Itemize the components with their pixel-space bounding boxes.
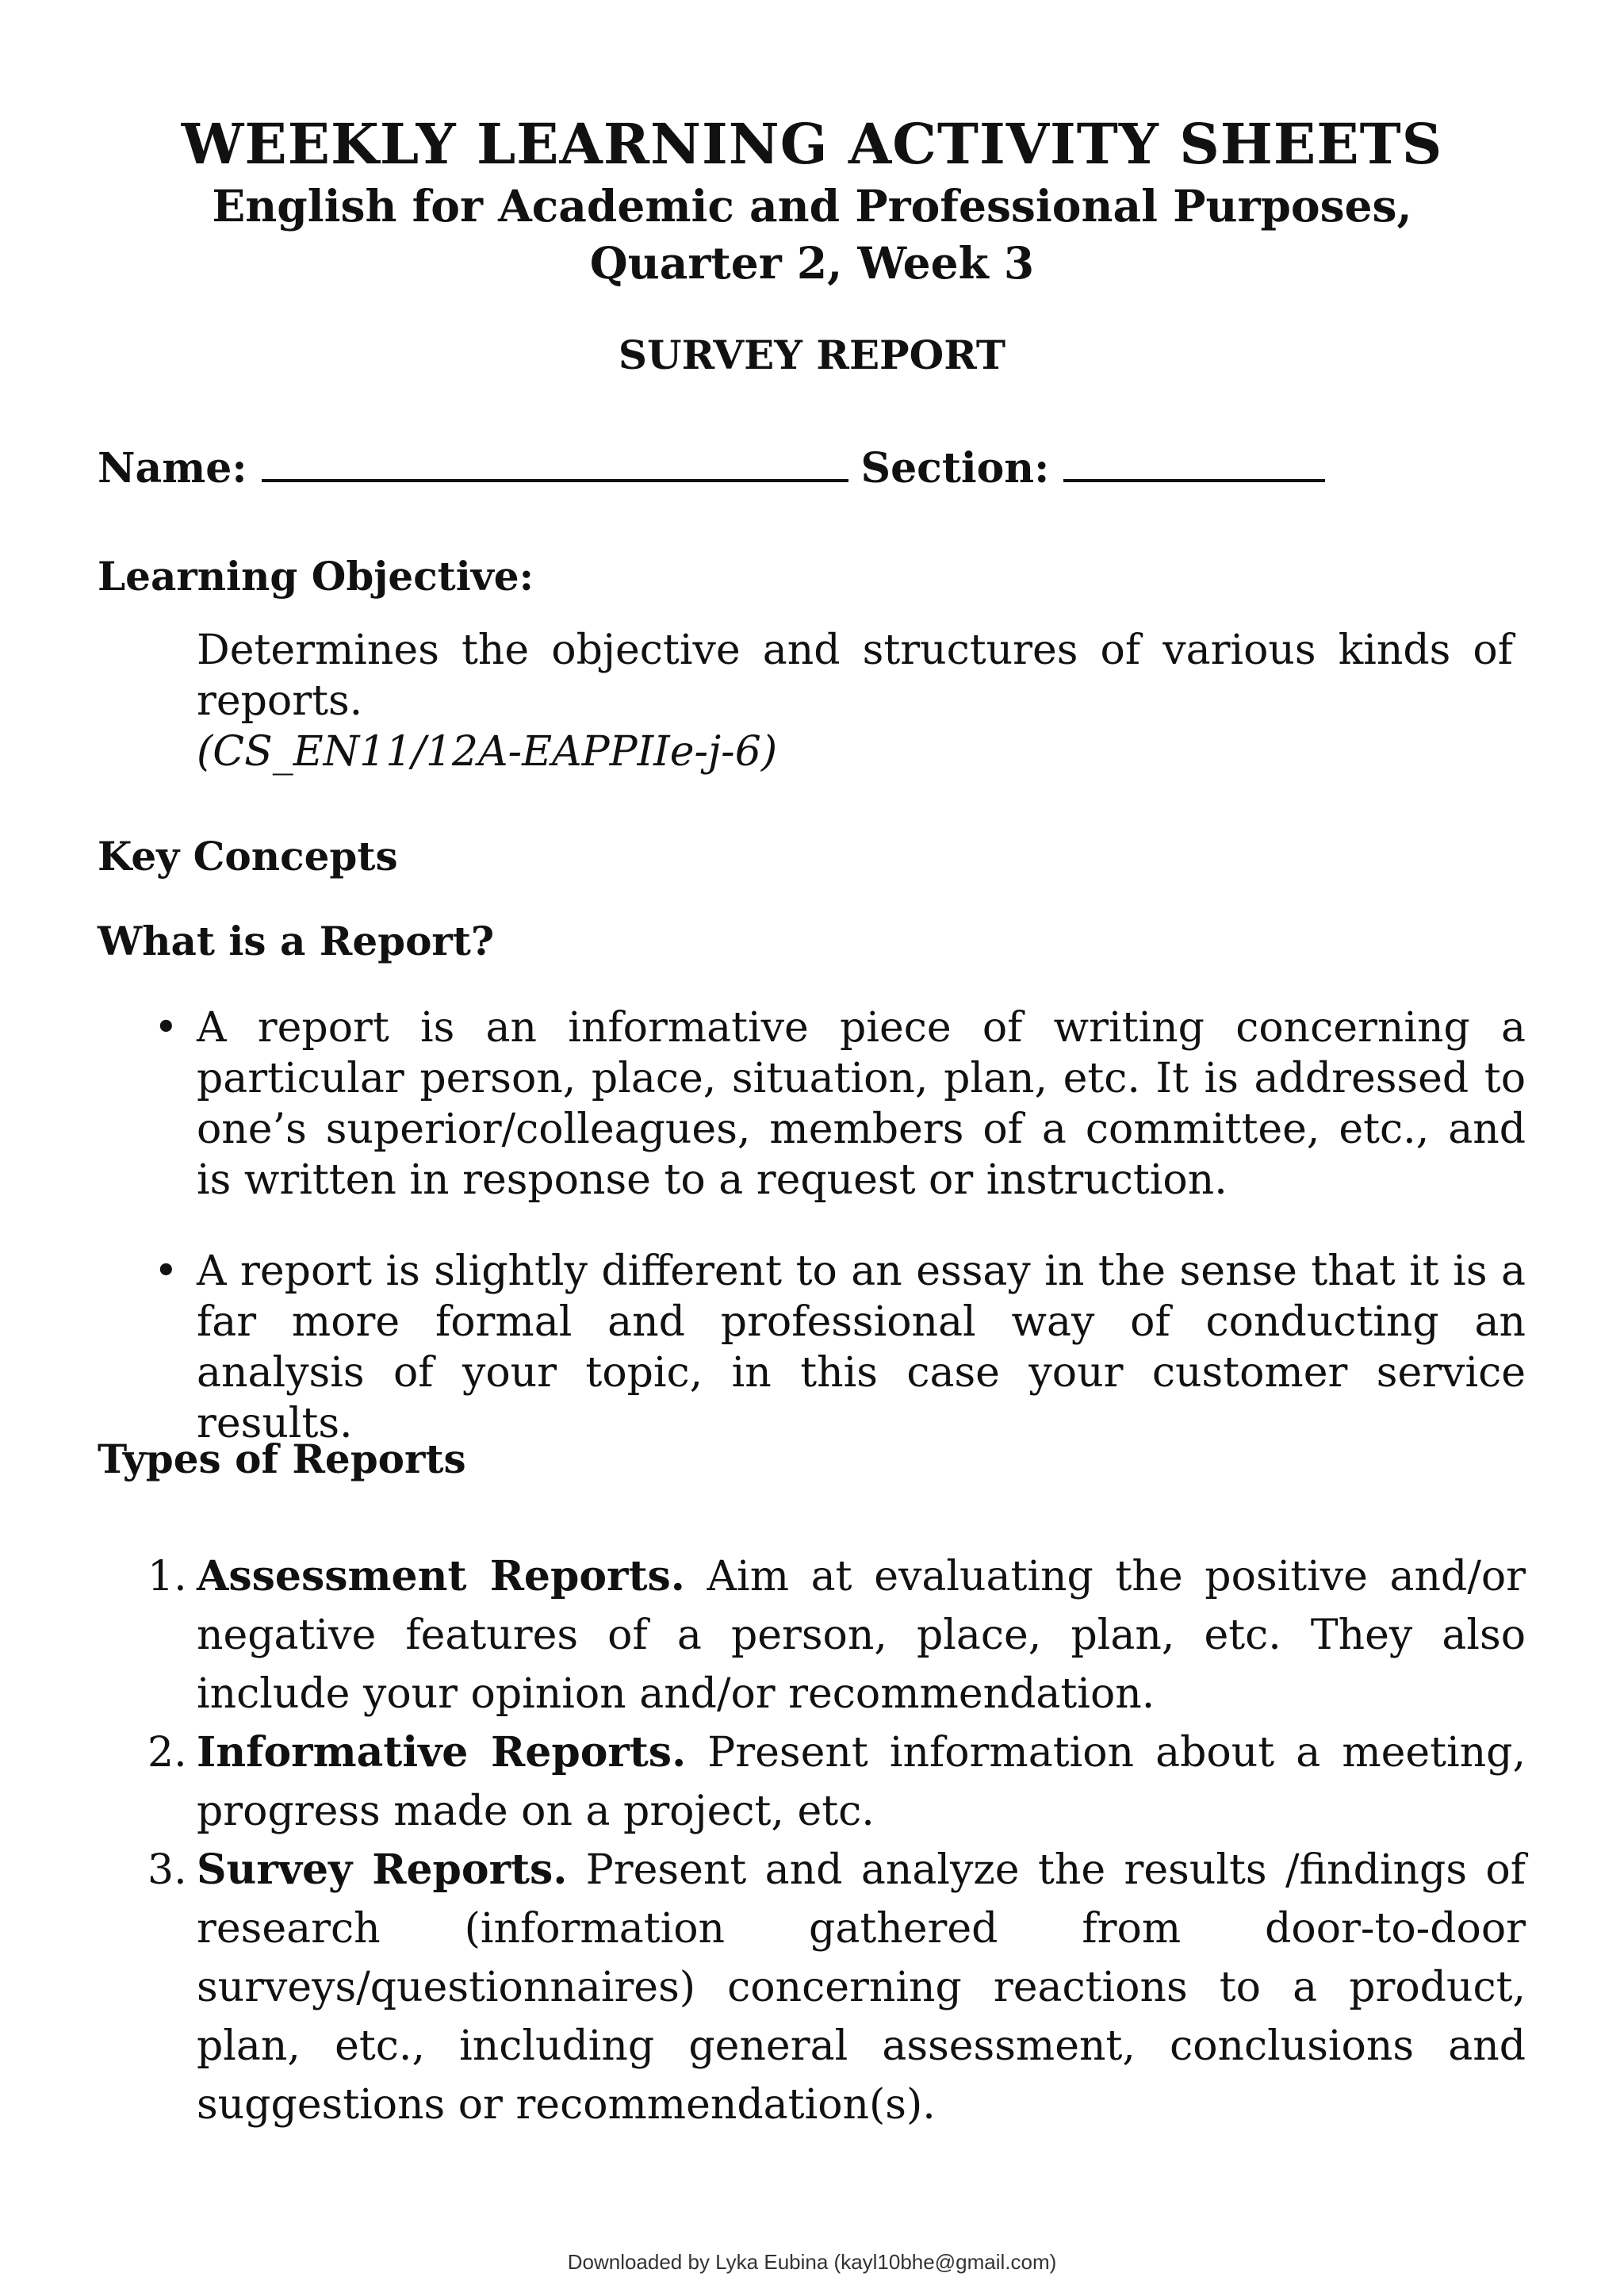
bullet-item (154, 1002, 1526, 1205)
document-subtitle-line1: English for Academic and Professional Purposes, (212, 180, 1412, 232)
document-header (0, 111, 1624, 292)
list-item-term: Informative Reports. (197, 1728, 687, 1777)
list-number: 1. (147, 1553, 187, 1600)
section-blank-field[interactable] (1063, 439, 1325, 482)
list-item (147, 1841, 1526, 2134)
bullet-text: A report is an informative piece of writing concerning a particular person, place, situation, plan, etc. It is addressed to one’s superior/colleagues, members of a committee, etc., and is written in response to a request or instruction. (197, 1004, 1526, 1204)
learning-objective-body (197, 625, 1513, 777)
bullet-icon: • (154, 1248, 178, 1295)
download-footer: Downloaded by Lyka Eubina (kayl10bhe@gmail.com) (567, 2250, 1057, 2274)
document-subtitle-line2: Quarter 2, Week 3 (589, 237, 1035, 289)
bullet-item (154, 1246, 1526, 1449)
list-item-text: Aim at evaluating the positive and/or negative features of a person, place, plan, etc. They also include your opinion and/or recommendation. (197, 1553, 1526, 1718)
what-is-report-heading: What is a Report? (98, 918, 495, 964)
list-item-term: Assessment Reports. (197, 1552, 685, 1600)
list-item-term: Survey Reports. (197, 1846, 568, 1894)
name-label: Name: (98, 444, 247, 493)
list-item (147, 1547, 1526, 1723)
list-number: 2. (147, 1729, 187, 1777)
list-item (147, 1723, 1526, 1841)
list-number: 3. (147, 1846, 187, 1894)
competency-code: (CS_EN11/12A-EAPPIIe-j-6) (197, 728, 778, 776)
learning-objective-text: Determines the objective and structures of various kinds of reports. (197, 627, 1513, 725)
bullet-icon: • (154, 1004, 178, 1052)
types-of-reports-heading: Types of Reports (98, 1435, 466, 1482)
learning-objective-heading: Learning Objective: (98, 553, 534, 600)
section-label: Section: (860, 444, 1050, 493)
list-item-text: Present information about a meeting, progress made on a project, etc. (197, 1729, 1526, 1835)
bullet-text: A report is slightly different to an essay in the sense that it is a far more formal and professional way of conducting an analysis of your topic, in this case your customer service results. (197, 1248, 1526, 1447)
name-section-row (98, 439, 1338, 494)
name-blank-field[interactable] (262, 439, 848, 482)
document-title: WEEKLY LEARNING ACTIVITY SHEETS (181, 111, 1443, 177)
report-title: SURVEY REPORT (618, 332, 1006, 378)
key-concepts-heading: Key Concepts (98, 833, 398, 880)
list-item-text: Present and analyze the results /findings of research (information gathered from door-to-door surveys/questionnaires) concerning reactions to a product, plan, etc., including general assessment, conclusions and suggestions or recommendation(s). (197, 1846, 1526, 2129)
